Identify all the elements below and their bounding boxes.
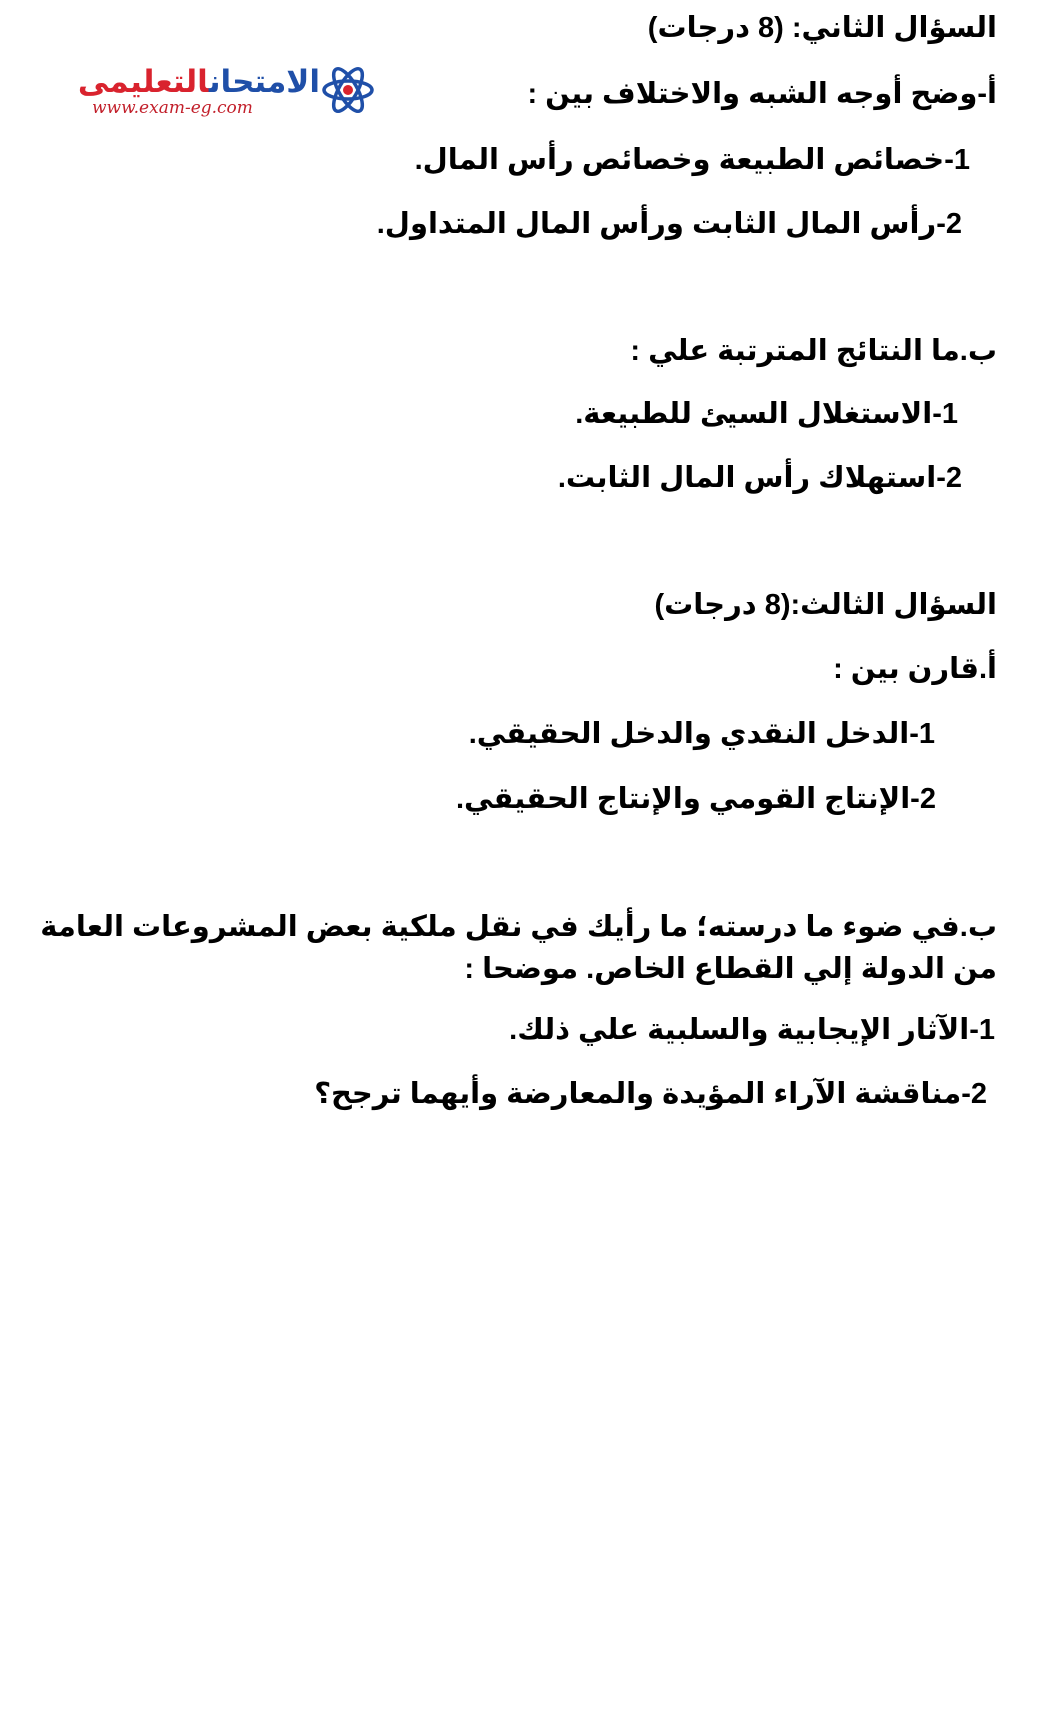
logo-name-part2: التعليمى <box>77 64 209 100</box>
site-logo <box>77 62 373 124</box>
q3-part-b-item-1: 1-الآثار الإيجابية والسلبية علي ذلك. <box>509 1014 995 1046</box>
q3-heading: السؤال الثالث:(8 درجات) <box>654 589 997 621</box>
q2-part-b-item-2: 2-استهلاك رأس المال الثابت. <box>557 462 962 494</box>
q2-part-a-title: أ-وضح أوجه الشبه والاختلاف بين : <box>527 78 997 110</box>
q3-part-a-title: أ.قارن بين : <box>833 653 997 685</box>
logo-wordmark <box>77 62 320 124</box>
q3-part-a-item-2: 2-الإنتاج القومي والإنتاج الحقيقي. <box>456 783 936 815</box>
q3-part-a-item-1: 1-الدخل النقدي والدخل الحقيقي. <box>468 718 935 750</box>
q2-part-b-title: ب.ما النتائج المترتبة علي : <box>630 335 997 367</box>
q2-part-a-item-2: 2-رأس المال الثابت ورأس المال المتداول. <box>376 208 962 240</box>
q2-part-a-item-1: 1-خصائص الطبيعة وخصائص رأس المال. <box>414 144 970 176</box>
q3-part-b-title: ب.في ضوء ما درسته؛ ما رأيك في نقل ملكية بعض المشروعات العامة من الدولة إلي القطاع الخاص. موضحا : <box>40 911 997 985</box>
q2-heading: السؤال الثاني: (8 درجات) <box>647 12 997 44</box>
q3-part-b-item-2: 2-مناقشة الآراء المؤيدة والمعارضة وأيهما ترجح؟ <box>314 1078 987 1110</box>
logo-name <box>78 62 320 102</box>
q2-part-b-item-1: 1-الاستغلال السيئ للطبيعة. <box>575 398 958 430</box>
logo-url: www.exam-eg.com <box>92 98 253 118</box>
atom-icon <box>321 62 375 118</box>
logo-name-part1: الامتحان <box>208 64 320 100</box>
